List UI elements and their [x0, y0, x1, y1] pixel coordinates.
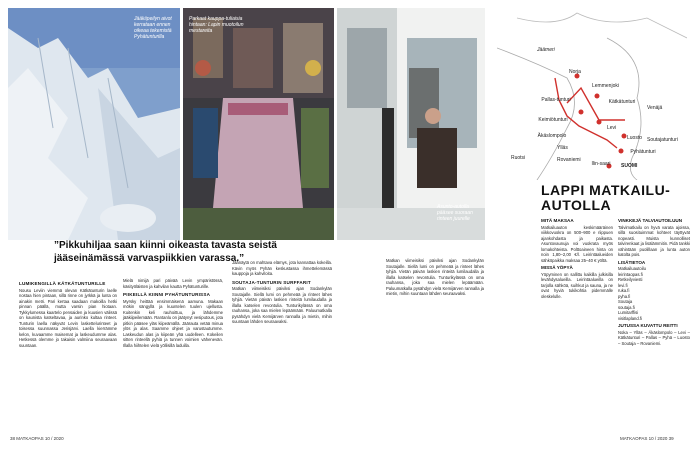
map-label-rovaniemi: Rovaniemi	[557, 157, 581, 163]
camper-photo	[337, 8, 485, 240]
lisatietoa-item: Retkeilyviesti	[618, 277, 643, 282]
lisatietoa-item[interactable]: visitlapland.fi	[618, 315, 642, 321]
body-column-4	[386, 258, 484, 298]
sidebar-title: LAPPI MATKAILU-AUTOLLA	[541, 182, 671, 213]
map-label-jaameri: Jäämeri	[537, 47, 555, 53]
sidebar-text: Yöpyminen on sallittu kaikilla julkisilla levähdysalueilla. Leirintäalueilla on tarjolla sähköä, suihkut ja sauna, ja ne ovat hyviä tukikohtia pidemmälle oleskelulle.	[541, 271, 613, 299]
sidebar-text: Talvimatkailu on hyvä varata ajoissa, sillä suosituimmat kohteet täyttyvät nopeasti. Muista kunnolliset talvirenkaat ja lisälämmitin. Pidä tankki vähintään puolillaan ja lunta auton katolta pois.	[618, 224, 690, 257]
camper-caption: Asunto-autolla pääsee suoraan rinteen juurelle	[437, 204, 473, 222]
section-heading-katkatunturi: LUMIKENGILLÄ KÄTKÄTUNTURILLE	[19, 281, 106, 286]
lisatietoa-item[interactable]: levi.fi	[618, 282, 628, 288]
lisatietoa-item: Matkailuautoilu	[618, 266, 646, 271]
lisatietoa-item[interactable]: leirintaopas.fi	[618, 271, 643, 277]
sidebar-text: Matkailuauton keskimääräinen viikkovuokra on 500–900 e riippuen ajankohdasta ja paikasta. Asuntovaunuja voi vuokrata myös lomakohteista. Polttoaineen hinta on noin 1,80–2,00 €/l. Leirintäalueiden sähköpaikka maksaa 25–40 € yöltä.	[541, 224, 613, 263]
ice-climbing-photo	[8, 8, 180, 240]
map-label-pyhatunturi: Pyhätunturi	[630, 149, 656, 155]
body-column-2	[123, 278, 223, 349]
lisatietoa-item[interactable]: ruka.fi	[618, 288, 630, 293]
map-label-iisaari: Ilin-saari	[591, 161, 611, 167]
ice-climbing-caption: Jääkiipeilyn aivot kerrataan ennen oikeaa tekemistä Pyhätunturilla	[134, 16, 172, 40]
map-label-pallas: Pallas-tunturi	[541, 97, 571, 103]
body-text: Nousu Leviin viemmä olevan Kätkätunturin laelle nostaa hien pintaan, sillä rinne on jyrkkä ja lunta on ainakin metri. Pari kertaa saadaan makoilla hetki pinnan päällä, mutta varsin pian hiotaan. Tykkylumessa kaartelo pensaiden ja kuusien välissä on kaunista katseltavaa, ja aurinko kultaa rinteet. Tunturin laella näkyvät Levin laskettelurinteet ja toisessa suunnassa Jerisjärvi. Laella kierrämme kelon, kuvaamme maisemat ja laskeudumme alas. Hetkessä olemme jo takaisin valmiina seuraavaan suuntaan.	[19, 287, 117, 348]
lapland-map	[497, 8, 687, 180]
sidebar-column-right	[618, 216, 690, 347]
map-label-suomi: SUOMI	[621, 163, 638, 169]
body-column-3	[232, 260, 332, 326]
map-label-katkatunturi: Kätkätunturi	[608, 99, 636, 105]
map-label-venaja: Venäjä	[647, 105, 663, 111]
shop-caption: Parkaat kauppa-tuliaisia hintaan: Lapin muotoilun mestareita	[189, 16, 244, 34]
sidebar-heading-lisatietoa: LISÄTIETOA	[618, 259, 646, 265]
shop-photo	[183, 8, 334, 240]
lisatietoa-list	[618, 266, 690, 321]
left-page-folio: 38 MATKAOPAS 10 / 2020	[10, 436, 64, 441]
lisatietoa-item[interactable]: pyha.fi	[618, 293, 631, 299]
sidebar-heading-reitti: JUTUSSA KUVATTU REITTI	[618, 323, 678, 328]
body-text: Myrsky heittää ensimmäisenä aamuna. Makaan mökin sängyllä ja kuuntelen tuulen ujellusta. Kuitenkin keli rauhoittuu, ja lähdemme jääkiipeilemään. Rantanlu on jäätynyt vesiputous, jota pitkin pääsee yläs kiipeämällä. Jäärauta vetää minua ylös ja alas. Saamme ohjeet ja varustautumme. Laskeudun alas ja kiipeän yhä uudelleen. Kokeilen sitten rinteellä pyhiä ja tunnen voimien vähenevän. Illalla hiihtelen vielä yöllisillä laduilla.	[123, 298, 223, 348]
map-label-luosto: Luosto	[627, 135, 643, 141]
sidebar-column-left	[541, 216, 613, 300]
right-page-folio: MATKAOPAS 10 / 2020 39	[620, 436, 674, 441]
map-label-ruotsi: Ruotsi	[511, 155, 526, 161]
lisatietoa-item: Soutaja	[618, 299, 633, 304]
section-heading-pyhatunturi: PIIKEILLÄ KIINNI PYHÄTUNTURISSA	[123, 292, 211, 297]
map-label-levi: Levi	[607, 125, 617, 131]
sidebar-heading-yopya: MISSÄ YÖPYÄ	[541, 265, 573, 270]
map-label-norja: Norja	[569, 69, 581, 75]
sidebar-heading-maksaa: MITÄ MAKSAA	[541, 218, 574, 223]
body-text: Matkan viimeisiksi päiviksi ajan Sodankylän Soutajalle. Siellä lumi on pehmeää ja rinteet lähes tyhjiä. Vietän päivän laskien rinteitä lumilaudalla ja illalla katselen revontulia. Tunturikylässä on oma rauhansa, joka saa mielen lepäämään. Paluumatkalla pysähdyn vielä Kemijärven rannalla ja mietin, mihin suuntaan lähden seuraavaksi.	[386, 258, 484, 296]
body-text: Mielä nimijä pari päivää Levin ympäristössä, käsityöläisten ja kahvilan kautta Pyhätunturille.	[123, 278, 223, 289]
sidebar-heading-vinkit: VINKKEJÄ TALVIAUTOILUUN	[618, 218, 683, 223]
sidebar-text: Noka – Ylläs – Äkäslompolo – Levi – Kätkätunturi – Pallas – Pyhä – Luosto – Soutaja – Rovaniemi.	[618, 329, 690, 346]
map-label-lemmenjoki: Lemmenjoki	[592, 83, 619, 89]
lisatietoa-item: Lumitarffisi	[618, 310, 639, 315]
map-label-keimiotunturi: Keimiötunturi	[538, 117, 568, 123]
body-text: Jäänäytä on mahtava elämys, jota kannattaa kokeilla. Kävin myös Pyhän keskustassa ihmettelemässä kauppoja ja kahviloita.	[232, 260, 332, 276]
lisatietoa-item[interactable]: soutaja.fi	[618, 304, 635, 310]
body-column-1	[19, 278, 117, 349]
pull-quote: ”Pikkuhiljaa saan kiinni oikeasta tavasta seistä jääseinämässä varvaspiikkien varassa.”	[54, 240, 277, 264]
map-label-yllas: Ylläs	[557, 145, 568, 151]
map-label-soutajatunturi: Soutajatunturi	[647, 137, 678, 143]
map-label-akaslompolo: Äkäslompolo	[537, 133, 567, 139]
body-text: Matkan viimeisiksi päiviksi ajan Sodankylän Soutajalle. Siellä lumi on pehmeää ja rinteet lähes tyhjiä. Vietän päivän laskien rinteitä lumilaudalla ja illalla katselen revontulia. Tunturikylässä on oma rauhansa, joka saa mielen lepäämään. Paluumatkalla pysähdyn vielä Kemijärven rannalla ja mietin, mihin suuntaan lähden seuraavaksi.	[232, 286, 332, 324]
section-heading-soutaja: SOUTAJA-TUNTURIN SURFFARIT	[232, 279, 311, 285]
